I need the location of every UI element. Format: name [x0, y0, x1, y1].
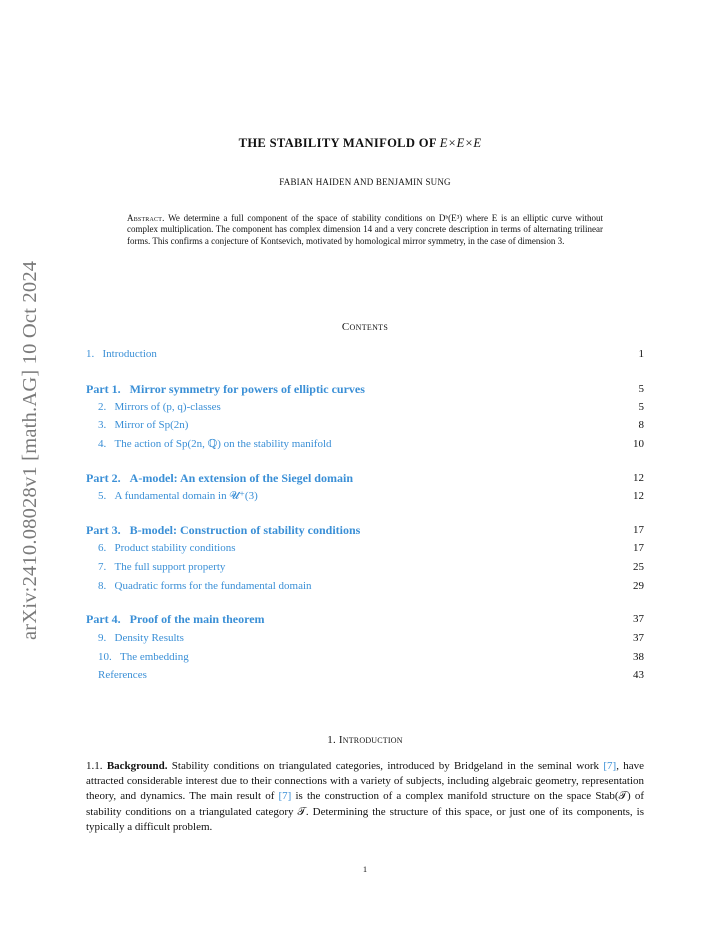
author-list: FABIAN HAIDEN AND BENJAMIN SUNG [279, 177, 451, 187]
toc-entry-the-embedding[interactable]: 10. The embedding 38 [98, 651, 644, 663]
toc-entry-quadratic-forms[interactable]: 8. Quadratic forms for the fundamental domain 29 [98, 580, 644, 592]
contents-heading: Contents [341, 321, 389, 333]
toc-entry-introduction[interactable]: 1. Introduction 1 [86, 348, 644, 360]
paragraph-text-1: Stability conditions on triangulated categories, introduced by Bridgeland in the seminal work [171, 760, 600, 772]
toc-part-4[interactable]: Part 4. Proof of the main theorem 37 [86, 612, 644, 626]
paragraph-number: 1.1. [86, 760, 103, 772]
section-number: 1. [327, 734, 336, 746]
citation-link-7-second[interactable]: [7] [278, 790, 292, 803]
toc-part-3[interactable]: Part 3. B-model: Construction of stability conditions 17 [86, 523, 644, 537]
paragraph-heading: Background. [106, 760, 168, 772]
background-paragraph [86, 759, 644, 835]
toc-entry-product-stability[interactable]: 6. Product stability conditions 17 [98, 542, 644, 554]
toc-entry-fundamental-domain[interactable]: 5. A fundamental domain in 𝓤⁺(3) 12 [98, 490, 644, 502]
toc-entry-references[interactable]: References 43 [98, 669, 644, 681]
arxiv-identifier-stamp: arXiv:2410.08028v1 [math.AG] 10 Oct 2024 [19, 260, 41, 640]
abstract-label: Abstract. [127, 213, 165, 223]
paragraph-text-3: is the construction of a complex manifold structure on the space Stab(𝒯) of stability conditions on a triangulated category 𝒯. Determining the structure of this space, or just one of its components, is typically a difficult problem. [86, 790, 644, 833]
toc-entry-action-of-sp2nq[interactable]: 4. The action of Sp(2n, ℚ) on the stability manifold 10 [98, 438, 644, 450]
citation-link-7[interactable]: [7] [603, 760, 617, 772]
toc-entry-density-results[interactable]: 9. Density Results 37 [98, 632, 644, 644]
page-number: 1 [362, 864, 368, 874]
toc-entry-full-support[interactable]: 7. The full support property 25 [98, 561, 644, 573]
title-text: THE STABILITY MANIFOLD OF [238, 136, 437, 150]
abstract-text: We determine a full component of the space of stability conditions on Dᵇ(E³) where E is an elliptic curve without complex multiplication. The component has complex dimension 14 and a very concrete description in terms of alternating trilinear forms. This confirms a conjecture of Kontsevich, motivated by homological mirror symmetry, in the case of dimension 3. [127, 213, 603, 246]
toc-entry-mirrors-of-pq-classes[interactable]: 2. Mirrors of (p, q)-classes 5 [98, 401, 644, 413]
toc-part-1[interactable]: Part 1. Mirror symmetry for powers of elliptic curves 5 [86, 382, 644, 396]
title-math: E×E×E [439, 136, 482, 150]
paragraph-text-2: , have attracted considerable interest due to their connections with a variety of subjects, including algebraic geometry, representation theory, and dynamics. The main result of [86, 760, 645, 803]
section-title: Introduction [338, 734, 403, 746]
toc-entry-mirror-of-sp2n[interactable]: 3. Mirror of Sp(2n) 8 [98, 419, 644, 431]
abstract [127, 213, 603, 247]
toc-part-2[interactable]: Part 2. A-model: An extension of the Siegel domain 12 [86, 471, 644, 485]
paper-title [0, 136, 720, 151]
section-heading [0, 734, 720, 746]
